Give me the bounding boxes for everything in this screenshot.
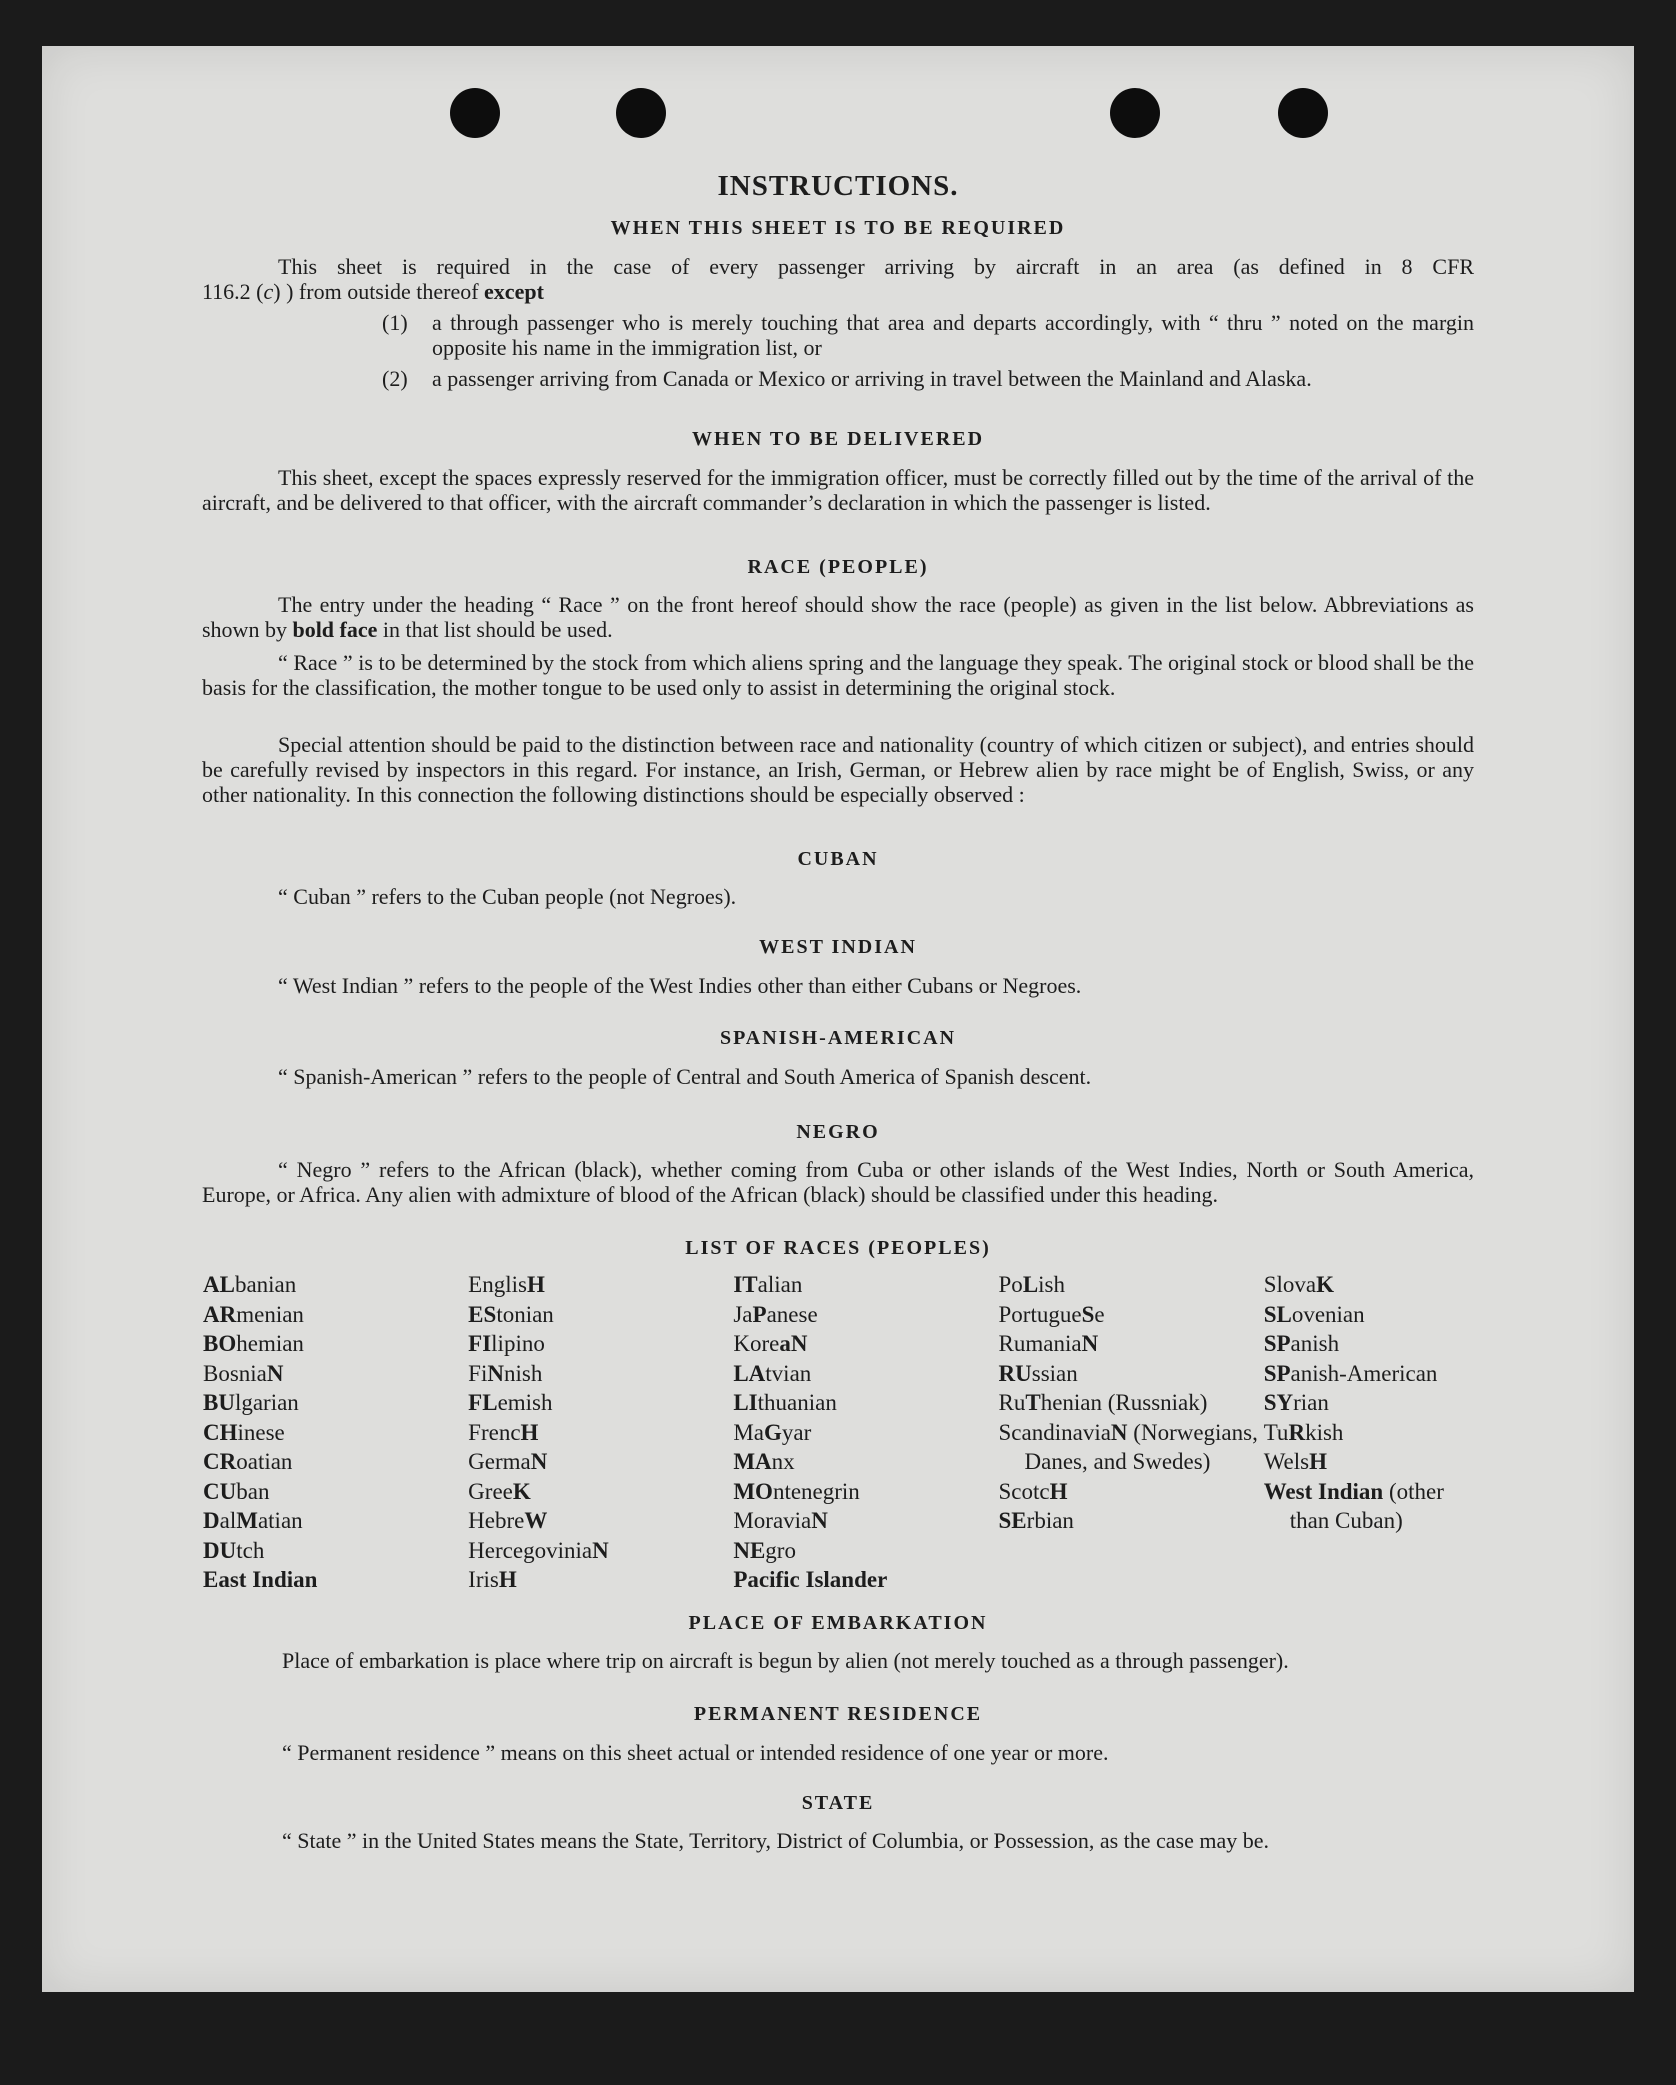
race-entry: CRoatian: [203, 1449, 293, 1474]
heading-cuban: CUBAN: [797, 848, 879, 870]
required-item-1: (1) a through passenger who is merely touching that area and departs accordingly, with “ thru ” noted on the margin opposite his name in the immigration list, or: [382, 310, 1474, 360]
race-entry: CUban: [203, 1478, 270, 1504]
race-entry: FLemish: [468, 1390, 553, 1415]
race-entry: PoLish: [998, 1272, 1065, 1297]
race-paragraph-3: Special attention should be paid to the distinction between race and nationality (country of which citizen or subject), and entries should be carefully revised by inspectors in this regard. For instance, an Irish, German, or Hebrew alien by race might be of English, Swiss, or any other nationality. In this connection the following distinctions should be especially observed :: [202, 732, 1474, 807]
punch-hole: [450, 88, 500, 138]
race-entry: SlovaK: [1263, 1272, 1334, 1297]
race-entry: DalMatian: [203, 1508, 303, 1533]
race-entry: Pacific Islander: [733, 1567, 888, 1592]
page-title: INSTRUCTIONS.: [717, 170, 959, 202]
heading-race: RACE (PEOPLE): [747, 556, 929, 578]
race-entry: IrisH: [468, 1567, 517, 1592]
race-entry: MOntenegrin: [733, 1478, 860, 1504]
race-entry: East Indian: [203, 1567, 318, 1592]
race-entry: RUssian: [998, 1360, 1078, 1386]
race-entry: FrencH: [468, 1419, 539, 1445]
race-entry: RumaniaN: [998, 1331, 1099, 1356]
race-entry: SPanish: [1263, 1331, 1340, 1356]
race-column: [1264, 1270, 1483, 1595]
race-entry: MoraviaN: [733, 1508, 828, 1533]
race-entry: MAnx: [733, 1449, 795, 1474]
heading-west-indian: WEST INDIAN: [759, 936, 917, 958]
heading-permanent-residence: PERMANENT RESIDENCE: [693, 1703, 983, 1725]
race-paragraph-2: “ Race ” is to be determined by the stock from which aliens spring and the language they speak. The original stock or blood shall be the basis for the classification, the mother tongue to be used only to assist in determining the original stock.: [202, 650, 1474, 700]
race-entry: BosniaN: [203, 1360, 284, 1386]
race-entry: MaGyar: [733, 1419, 812, 1445]
race-entry: RuThenian (Russniak): [998, 1390, 1208, 1415]
race-entry: BOhemian: [203, 1331, 304, 1356]
race-column: [468, 1270, 733, 1595]
punch-hole: [1110, 88, 1160, 138]
embarkation-paragraph: Place of embarkation is place where trip on aircraft is begun by alien (not merely touched as a through passenger).: [282, 1648, 1289, 1673]
race-list: [203, 1270, 1483, 1595]
state-paragraph: “ State ” in the United States means the State, Territory, District of Columbia, or Possession, as the case may be.: [282, 1828, 1270, 1853]
race-entry: JaPanese: [733, 1301, 818, 1327]
required-item-2: (2) a passenger arriving from Canada or Mexico or arriving in travel between the Mainland and Alaska.: [382, 366, 1312, 391]
race-entry: West Indian (other than Cuban): [1263, 1478, 1444, 1533]
delivered-paragraph: This sheet, except the spaces expressly reserved for the immigration officer, must be correctly filled out by the time of the arrival of the aircraft, and be delivered to that officer, with the aircraft commander’s declaration in which the passenger is listed.: [202, 465, 1474, 515]
race-entry: PortugueSe: [998, 1301, 1105, 1327]
race-entry: SPanish-American: [1263, 1360, 1438, 1386]
race-entry: WelsH: [1263, 1449, 1327, 1474]
race-entry: TuRkish: [1263, 1419, 1344, 1445]
race-entry: CHinese: [203, 1419, 285, 1445]
race-entry: SLovenian: [1263, 1301, 1365, 1327]
race-entry: LIthuanian: [733, 1390, 837, 1415]
race-entry: ScandinaviaN (Norwegians, Danes, and Swedes): [998, 1419, 1258, 1474]
heading-embarkation: PLACE OF EMBARKATION: [688, 1612, 988, 1634]
race-entry: LAtvian: [733, 1360, 812, 1386]
race-entry: NEgro: [733, 1537, 796, 1563]
race-entry: SYrian: [1263, 1390, 1329, 1415]
race-column: [733, 1270, 998, 1595]
residence-paragraph: “ Permanent residence ” means on this sheet actual or intended residence of one year or more.: [282, 1740, 1109, 1765]
race-entry: ScotcH: [998, 1478, 1068, 1504]
heading-when-required: WHEN THIS SHEET IS TO BE REQUIRED: [610, 217, 1066, 239]
heading-spanish-american: SPANISH-AMERICAN: [719, 1027, 957, 1049]
race-entry: FiNnish: [468, 1360, 543, 1386]
heading-when-delivered: WHEN TO BE DELIVERED: [691, 428, 985, 450]
negro-paragraph: “ Negro ” refers to the African (black), whether coming from Cuba or other islands of the West Indies, North or South America, Europe, or Africa. Any alien with admixture of blood of the African (black) should be classified under this heading.: [202, 1157, 1474, 1207]
race-entry: ALbanian: [203, 1272, 297, 1297]
cuban-paragraph: “ Cuban ” refers to the Cuban people (not Negroes).: [278, 884, 737, 909]
race-entry: GermaN: [468, 1449, 548, 1474]
race-entry: DUtch: [203, 1537, 265, 1563]
race-entry: BUlgarian: [203, 1390, 299, 1415]
heading-negro: NEGRO: [796, 1121, 880, 1143]
race-column: [203, 1270, 468, 1595]
race-entry: ITalian: [733, 1272, 803, 1297]
punch-hole: [616, 88, 666, 138]
race-column: [999, 1270, 1264, 1595]
race-entry: KoreaN: [733, 1331, 808, 1356]
race-entry: HercegoviniaN: [468, 1537, 609, 1563]
race-entry: EnglisH: [468, 1272, 545, 1297]
punch-hole: [1278, 88, 1328, 138]
race-entry: SErbian: [998, 1508, 1074, 1533]
race-entry: GreeK: [468, 1478, 531, 1504]
race-entry: HebreW: [468, 1508, 548, 1533]
race-entry: EStonian: [468, 1301, 554, 1327]
race-entry: ARmenian: [203, 1301, 304, 1327]
spanish-american-paragraph: “ Spanish-American ” refers to the people of Central and South America of Spanish descent.: [278, 1064, 1092, 1089]
race-paragraph-1: The entry under the heading “ Race ” on the front hereof should show the race (people) as given in the list below. Abbreviations as shown by bold face in that list should be used.: [202, 592, 1474, 642]
west-indian-paragraph: “ West Indian ” refers to the people of the West Indies other than either Cubans or Negroes.: [278, 973, 1082, 998]
required-paragraph: This sheet is required in the case of every passenger arriving by aircraft in an area (as defined in 8 CFR 116.2 (c) ) from outside thereof except: [202, 254, 1474, 304]
heading-state: STATE: [801, 1792, 875, 1814]
race-entry: FIlipino: [468, 1331, 545, 1356]
heading-list-of-races: LIST OF RACES (PEOPLES): [685, 1237, 991, 1259]
